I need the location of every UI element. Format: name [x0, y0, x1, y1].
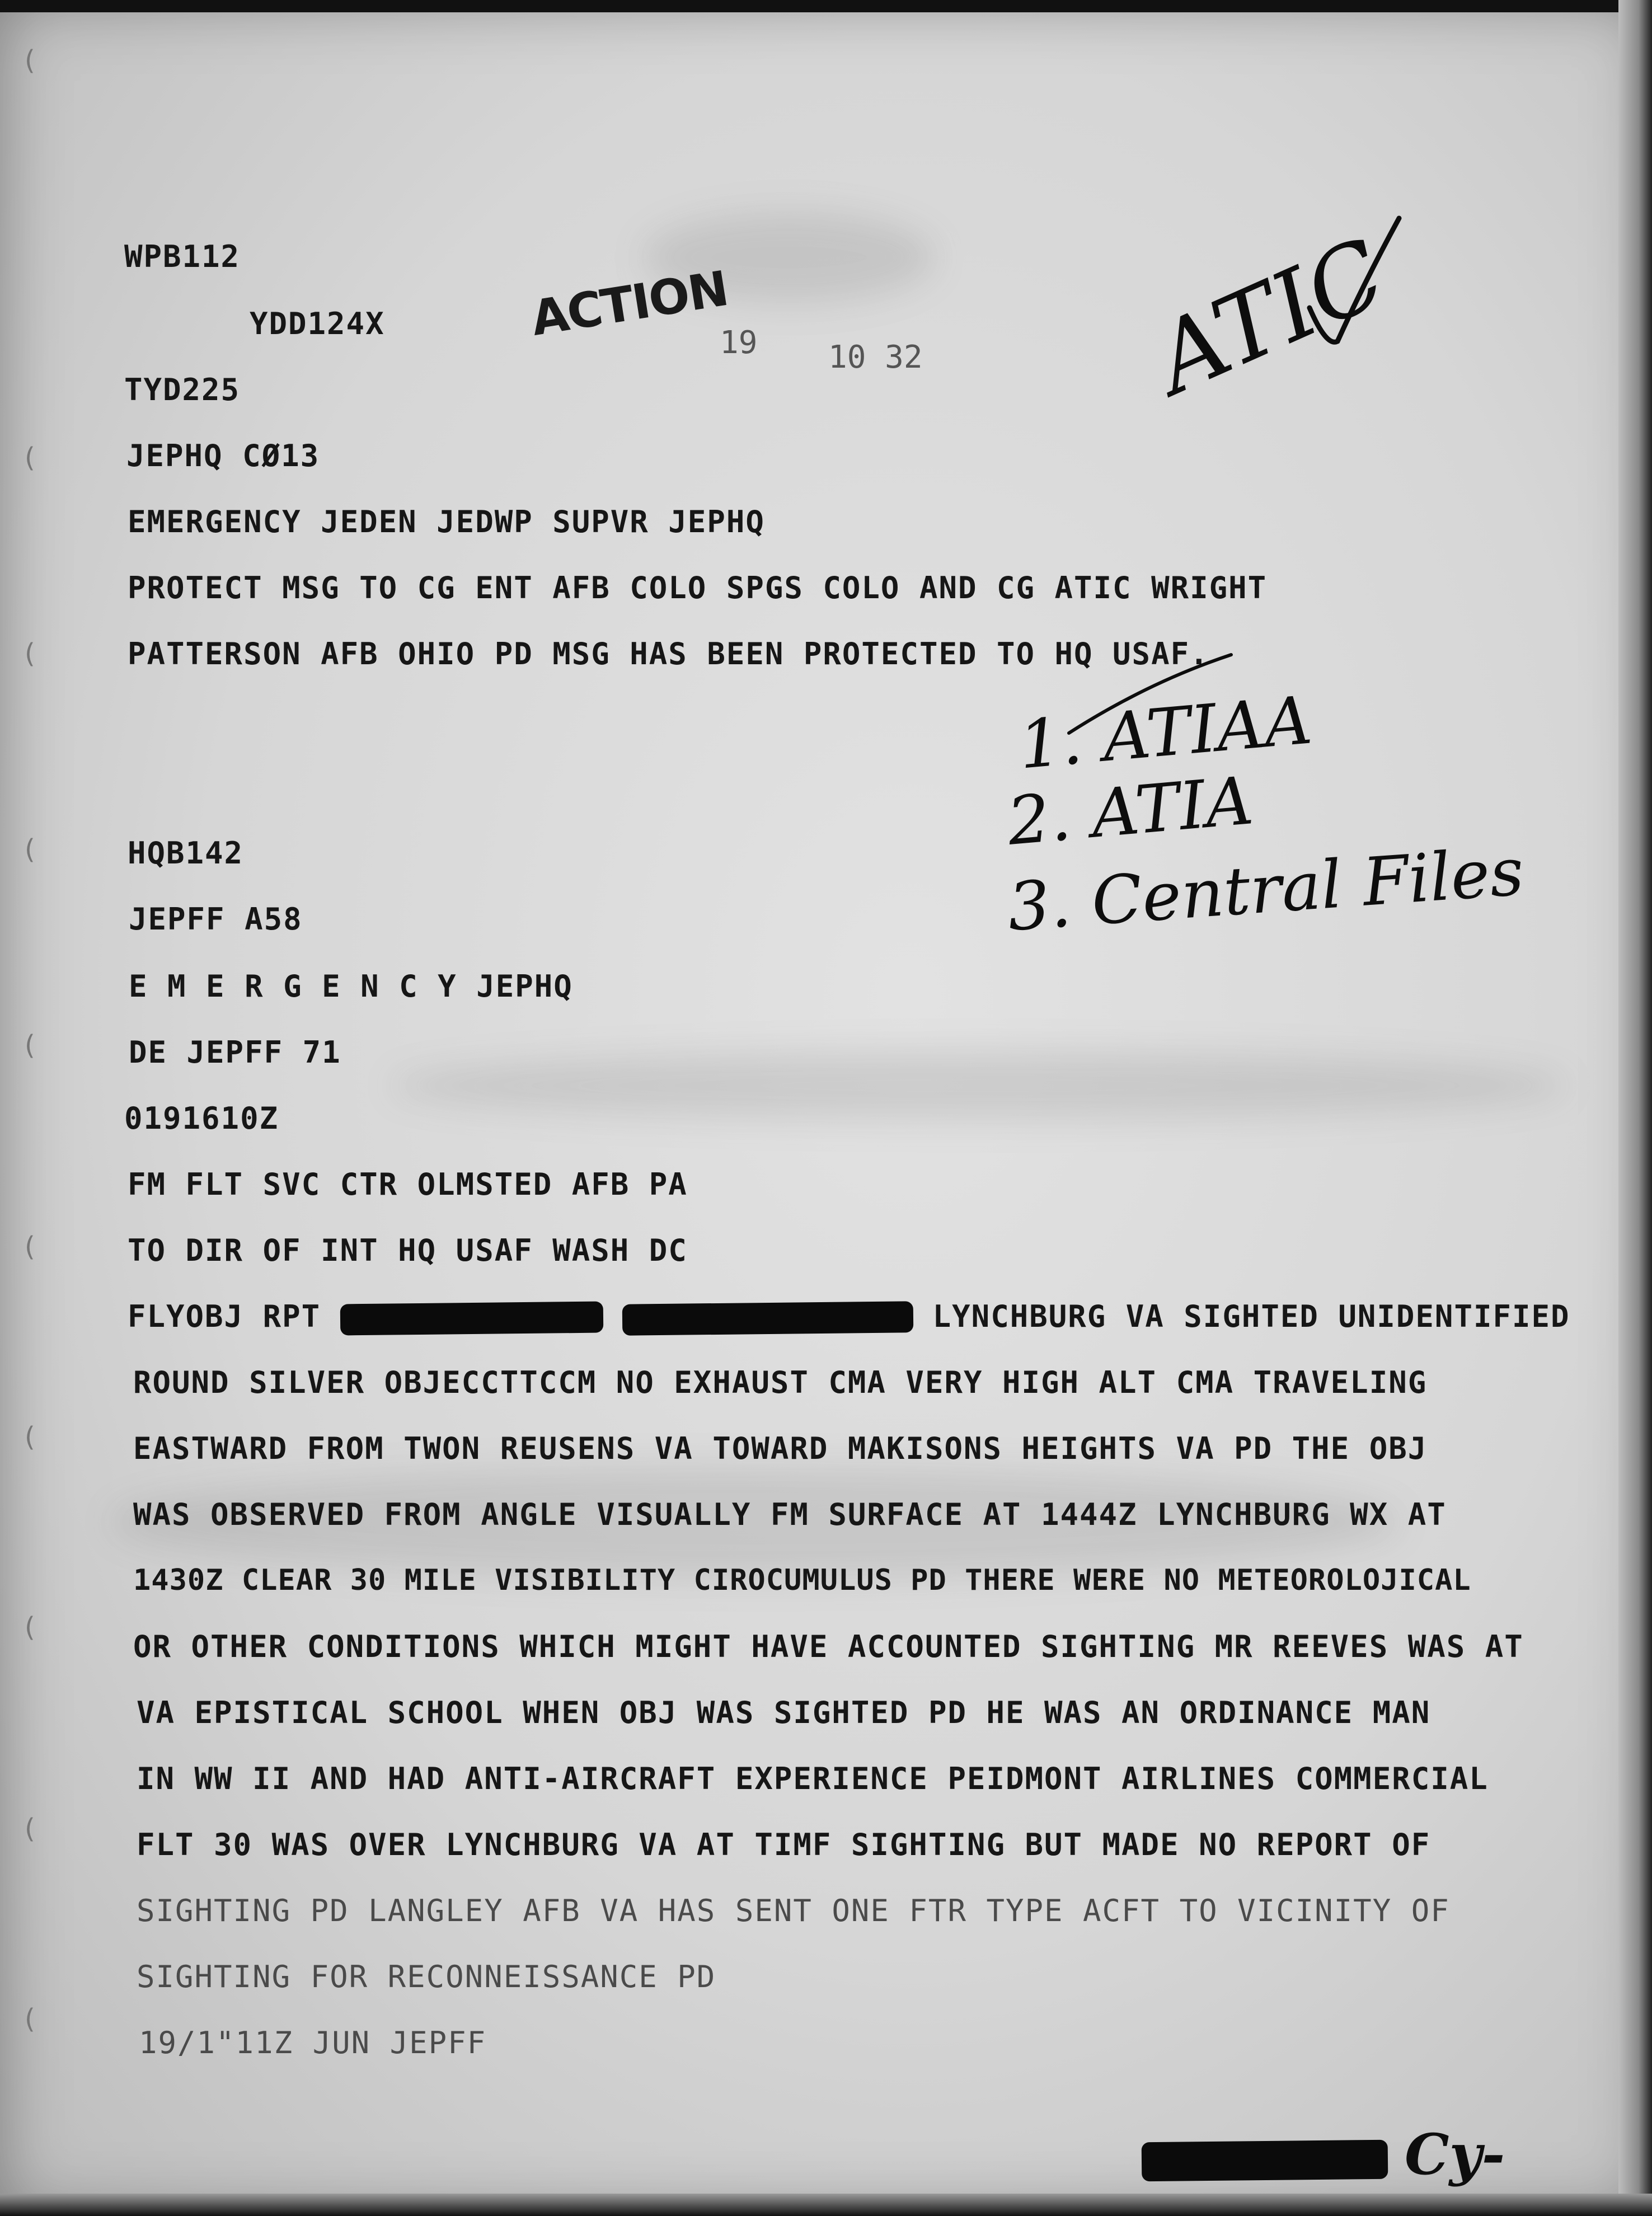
margin-mark: ( — [25, 638, 35, 669]
redaction-bar-footer — [1142, 2140, 1388, 2182]
margin-mark: ( — [25, 2003, 35, 2035]
msg-body-line: 1430Z CLEAR 30 MILE VISIBILITY CIROCUMULUS PD THERE WERE NO METEOROLOJICAL — [133, 1564, 1471, 1597]
body-first-rest: LYNCHBURG VA SIGHTED UNIDENTIFIED — [932, 1299, 1570, 1334]
msg-body-line: ROUND SILVER OBJECCTTCCM NO EXHAUST CMA VERY HIGH ALT CMA TRAVELING — [133, 1365, 1428, 1400]
margin-mark: ( — [25, 1030, 35, 1061]
msg-line-from: FM FLT SVC CTR OLMSTED AFB PA — [128, 1167, 688, 1202]
action-stamp: ACTION — [527, 260, 732, 347]
distribution-line-1: 1. ATIAA — [1015, 681, 1315, 784]
msg-line-to: TO DIR OF INT HQ USAF WASH DC — [128, 1233, 688, 1268]
stamp-day: 19 — [720, 325, 758, 361]
msg-body-line: WAS OBSERVED FROM ANGLE VISUALLY FM SURFACE AT 1444Z LYNCHBURG WX AT — [133, 1497, 1447, 1532]
msg-body-line: IN WW II AND HAD ANTI-AIRCRAFT EXPERIENCE PEIDMONT AIRLINES COMMERCIAL — [137, 1761, 1489, 1796]
scan-smudge — [392, 1052, 1567, 1119]
routing-line-1: WPB112 — [124, 239, 241, 274]
msg-body-first-line — [128, 1299, 1570, 1334]
msg-body-line: EASTWARD FROM TWON REUSENS VA TOWARD MAKISONS HEIGHTS VA PD THE OBJ — [133, 1431, 1428, 1466]
margin-mark: ( — [25, 1421, 35, 1453]
scan-right-edge — [1618, 0, 1652, 2216]
routing-line-3: TYD225 — [124, 372, 241, 407]
msg-line-jepff: JEPFF A58 — [129, 902, 303, 937]
msg-line-hqb: HQB142 — [128, 835, 244, 871]
protect-line-2: PATTERSON AFB OHIO PD MSG HAS BEEN PROTECTED TO HQ USAF. — [128, 636, 1209, 672]
msg-body-line: OR OTHER CONDITIONS WHICH MIGHT HAVE ACCOUNTED SIGHTING MR REEVES WAS AT — [133, 1629, 1524, 1664]
redaction-bar — [340, 1302, 603, 1336]
msg-body-line: SIGHTING PD LANGLEY AFB VA HAS SENT ONE FTR TYPE ACFT TO VICINITY OF — [137, 1893, 1450, 1928]
scan-top-edge — [0, 0, 1652, 12]
msg-body-line: SIGHTING FOR RECONNEISSANCE PD — [137, 1959, 716, 1994]
handwritten-atic: ATIC — [1139, 218, 1401, 416]
margin-mark: ( — [25, 834, 35, 865]
check-mark-icon — [1304, 213, 1405, 358]
redaction-bar — [622, 1302, 914, 1336]
distribution-line-3: 3. Central Files — [1005, 832, 1527, 946]
stamp-time: 10 32 — [828, 339, 923, 375]
msg-body-line: FLT 30 WAS OVER LYNCHBURG VA AT TIMF SIGHTING BUT MADE NO REPORT OF — [137, 1827, 1431, 1862]
protect-line-1: PROTECT MSG TO CG ENT AFB COLO SPGS COLO AND CG ATIC WRIGHT — [128, 570, 1268, 605]
routing-line-4: JEPHQ CØ13 — [126, 438, 320, 473]
precedence-line: EMERGENCY JEDEN JEDWP SUPVR JEPHQ — [128, 504, 765, 539]
msg-body-line: VA EPISTICAL SCHOOL WHEN OBJ WAS SIGHTED PD HE WAS AN ORDINANCE MAN — [137, 1695, 1431, 1730]
msg-line-emergency: E M E R G E N C Y JEPHQ — [129, 969, 573, 1004]
scan-bottom-edge — [0, 2194, 1652, 2216]
margin-mark: ( — [25, 1231, 35, 1262]
msg-line-dtg: 0191610Z — [124, 1101, 279, 1136]
margin-mark: ( — [25, 442, 35, 473]
margin-mark: ( — [25, 45, 35, 76]
msg-line-de: DE JEPFF 71 — [129, 1035, 341, 1070]
footer-initials: Cy- — [1405, 2121, 1505, 2187]
body-prefix: FLYOBJ RPT — [128, 1299, 321, 1334]
margin-mark: ( — [25, 1813, 35, 1844]
margin-mark: ( — [25, 1612, 35, 1643]
msg-closing-line: 19/1"11Z JUN JEPFF — [139, 2025, 487, 2060]
routing-line-2: YDD124X — [250, 306, 385, 341]
distribution-line-2: 2. ATIA — [1004, 762, 1256, 860]
